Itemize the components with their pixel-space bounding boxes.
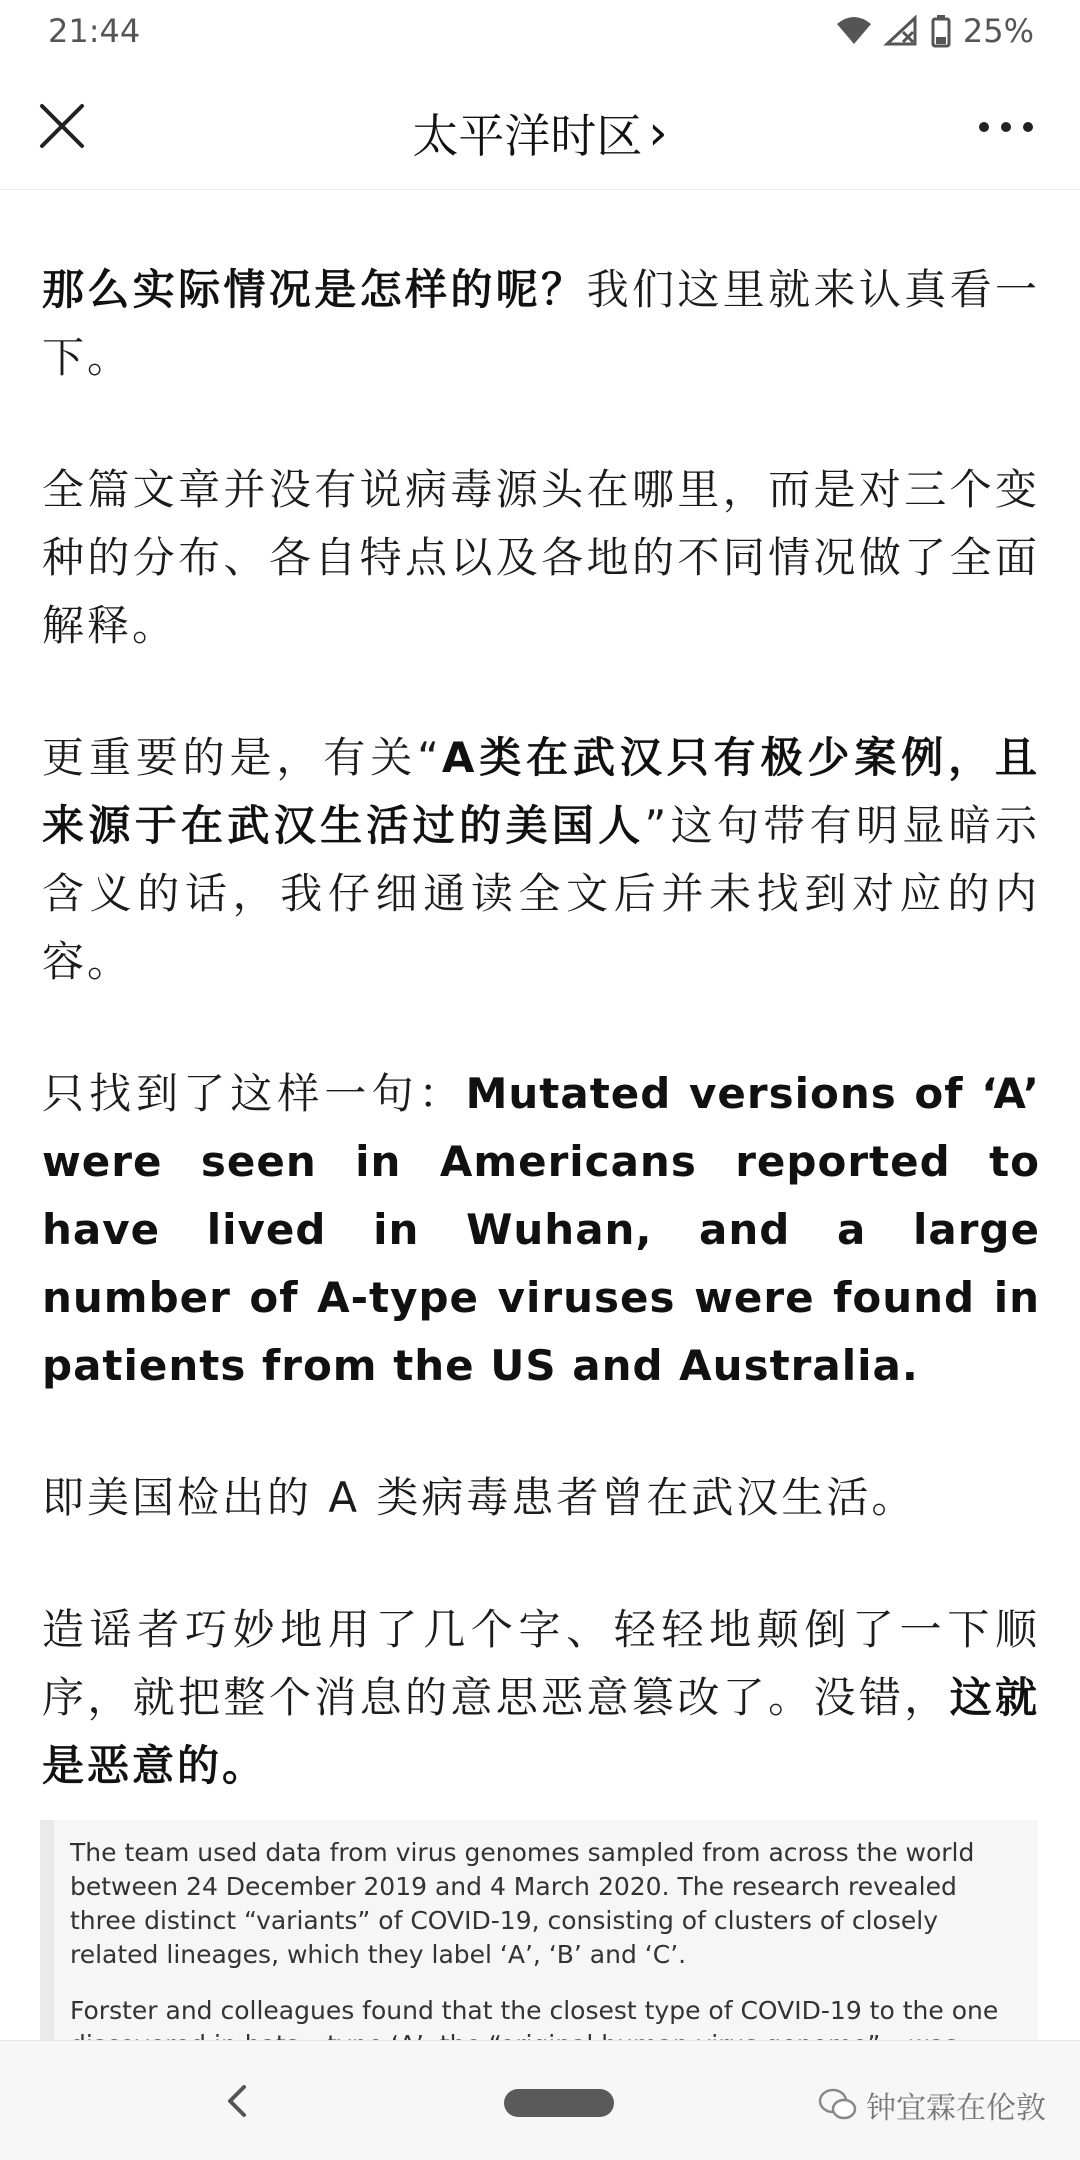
bottom-bar	[0, 2040, 1080, 2160]
nav-bar	[0, 62, 1080, 190]
chevron-right-icon: ›	[648, 105, 668, 161]
paragraph-text: 造谣者巧妙地用了几个字、轻轻地颠倒了一下顺序，就把整个消息的意思恶意篡改了。没错，	[42, 1605, 1040, 1722]
article-paragraph	[42, 1060, 1040, 1400]
wechat-icon	[818, 2088, 858, 2122]
quote-paragraph: The team used data from virus genomes sampled from across the world between 24 December 2019 and 4 March 2020. The research revealed three distinct “variants” of COVID-19, consisting of clusters of closely related lineages, which they label ‘A’, ‘B’ and ‘C’.	[70, 1838, 975, 1969]
article-paragraph: 即美国检出的 A 类病毒患者曾在武汉生活。	[42, 1473, 917, 1522]
status-icons	[835, 12, 1034, 50]
account-watermark	[818, 2083, 1046, 2127]
paragraph-text: 更重要的是，有关“	[42, 733, 442, 782]
paragraph-text: ”这句带有明显暗示含义的话，我仔细通读全文后并未找到对应的内容。	[42, 801, 1040, 986]
bold-quote-text: Mutated versions of ‘A’ were seen in Americans reported to have lived in Wuhan, and a large number of A-type viruses were found in patients from the US and Australia.	[42, 1069, 1040, 1390]
quote-paragraph: Forster and colleagues found that the closest type of COVID-19 to the one	[70, 1996, 999, 2025]
article-paragraph: 全篇文章并没有说病毒源头在哪里，而是对三个变种的分布、各自特点以及各地的不同情况做了全面解释。	[42, 465, 1040, 650]
article-paragraph	[42, 256, 1040, 392]
cellular-signal-icon	[885, 16, 919, 46]
paragraph-text: 只找到了这样一句：	[42, 1069, 466, 1118]
status-time: 21:44	[48, 12, 141, 50]
status-bar	[0, 0, 1080, 62]
paragraph-text: 我们这里就来认真看一下。	[42, 265, 1040, 382]
bold-text: A类在武汉只有极少案例，且来源于在武汉生活过的美国人	[42, 733, 1040, 850]
account-title: 太平洋时区	[412, 109, 643, 163]
battery-icon	[931, 15, 951, 47]
article-paragraph	[42, 1596, 1040, 1800]
watermark-text: 钟宜霖在伦敦	[866, 2091, 1046, 2126]
wifi-icon	[835, 16, 873, 46]
back-arrow-icon[interactable]	[222, 2081, 252, 2121]
more-options-icon[interactable]	[978, 120, 1034, 134]
source-quote-image[interactable]	[40, 1820, 1038, 2040]
account-title-link[interactable]	[0, 100, 1080, 166]
bold-text: 那么实际情况是怎样的呢？	[42, 265, 587, 314]
home-gesture-bar[interactable]	[504, 2089, 614, 2117]
bold-text: 这就是恶意的。	[42, 1673, 1040, 1790]
article-body	[42, 190, 1040, 1800]
battery-percentage: 25%	[962, 12, 1034, 50]
article-paragraph	[42, 724, 1040, 996]
